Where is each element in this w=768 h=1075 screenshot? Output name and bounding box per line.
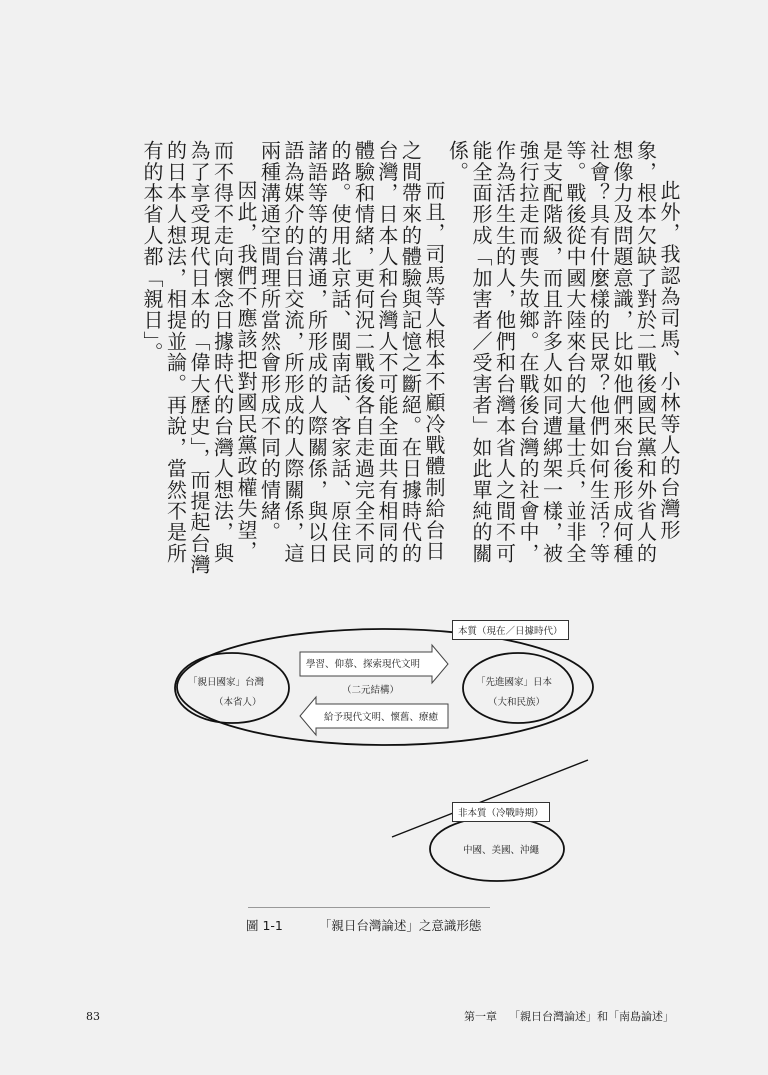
body-text: [140, 140, 681, 580]
figure-number: 圖 1-1: [246, 918, 283, 933]
essence-label: 本質（現在／日據時代）: [452, 620, 569, 640]
taiwan-ellipse: [175, 653, 289, 723]
non-essence-items: 中國、美國、沖繩: [463, 845, 540, 856]
figure-caption: [246, 916, 481, 934]
figure-title: 「親日台灣論述」之意識形態: [318, 918, 482, 933]
caption-rule: [248, 907, 490, 908]
page-number: 83: [86, 1010, 100, 1023]
running-header: [464, 1008, 674, 1024]
chapter-title: 「親日台灣論述」和「南島論述」: [509, 1010, 674, 1023]
chapter-number: 第一章: [464, 1010, 497, 1023]
paragraph-2: 而且，司馬等人根本不顧冷戰體制給台日之間帶來的體驗與記憶之斷絕。在日據時代的台灣，日本人和台灣人不可能全面共有相同的體驗和情緒，更何況二戰後各自走過完全不同的路。使用北京話、閩南話、客家話、原住民諸語等等的溝通，所形成的人際關係，與以日語為媒介的台日交流，所形成的人際關係，這兩種溝通空間理所當然會形成不同的情緒。: [257, 140, 446, 564]
divider-line: [392, 760, 588, 837]
arrow-bottom-label: 給予現代文明、懷舊、療癒: [324, 712, 439, 723]
non-essence-label: 非本質（冷戰時期）: [452, 802, 550, 822]
ideology-diagram: [170, 612, 600, 912]
paragraph-3: 因此，我們不應該把對國民黨政權失望，而不得不走向懷念日據時代的台灣人想法，與為了享受現代日本的「偉大歷史」，而提起台灣的日本人想法，相提並論。再說，當然不是所有的本省人都「親日」。: [140, 140, 258, 576]
japan-label: 「先進國家」日本: [476, 677, 553, 688]
japan-ellipse: [463, 653, 573, 723]
arrow-top-label: 學習、仰慕、探索現代文明: [306, 659, 421, 670]
taiwan-label: 「親日國家」台灣: [188, 677, 265, 688]
japan-sublabel: （大和民族）: [488, 697, 546, 708]
taiwan-sublabel: （本省人）: [214, 697, 262, 708]
paragraph-1: 此外，我認為司馬、小林等人的台灣形象，根本欠缺了對於二戰後國民黨和外省人的想像力及問題意識，比如他們來台後形成何種社會？具有什麼樣的民眾？他們如何生活？等等。戰後從中國大陸來台的大量士兵，並非全是支配階級，而且許多人如同遭綁架一樣，被強行拉走而喪失故鄉。在戰後台灣的社會中，作為活生生的人，他們和台灣本省人之間不可能全面形成「加害者／受害者」如此單純的關係。: [445, 140, 681, 564]
binary-label: （二元結構）: [342, 685, 400, 696]
